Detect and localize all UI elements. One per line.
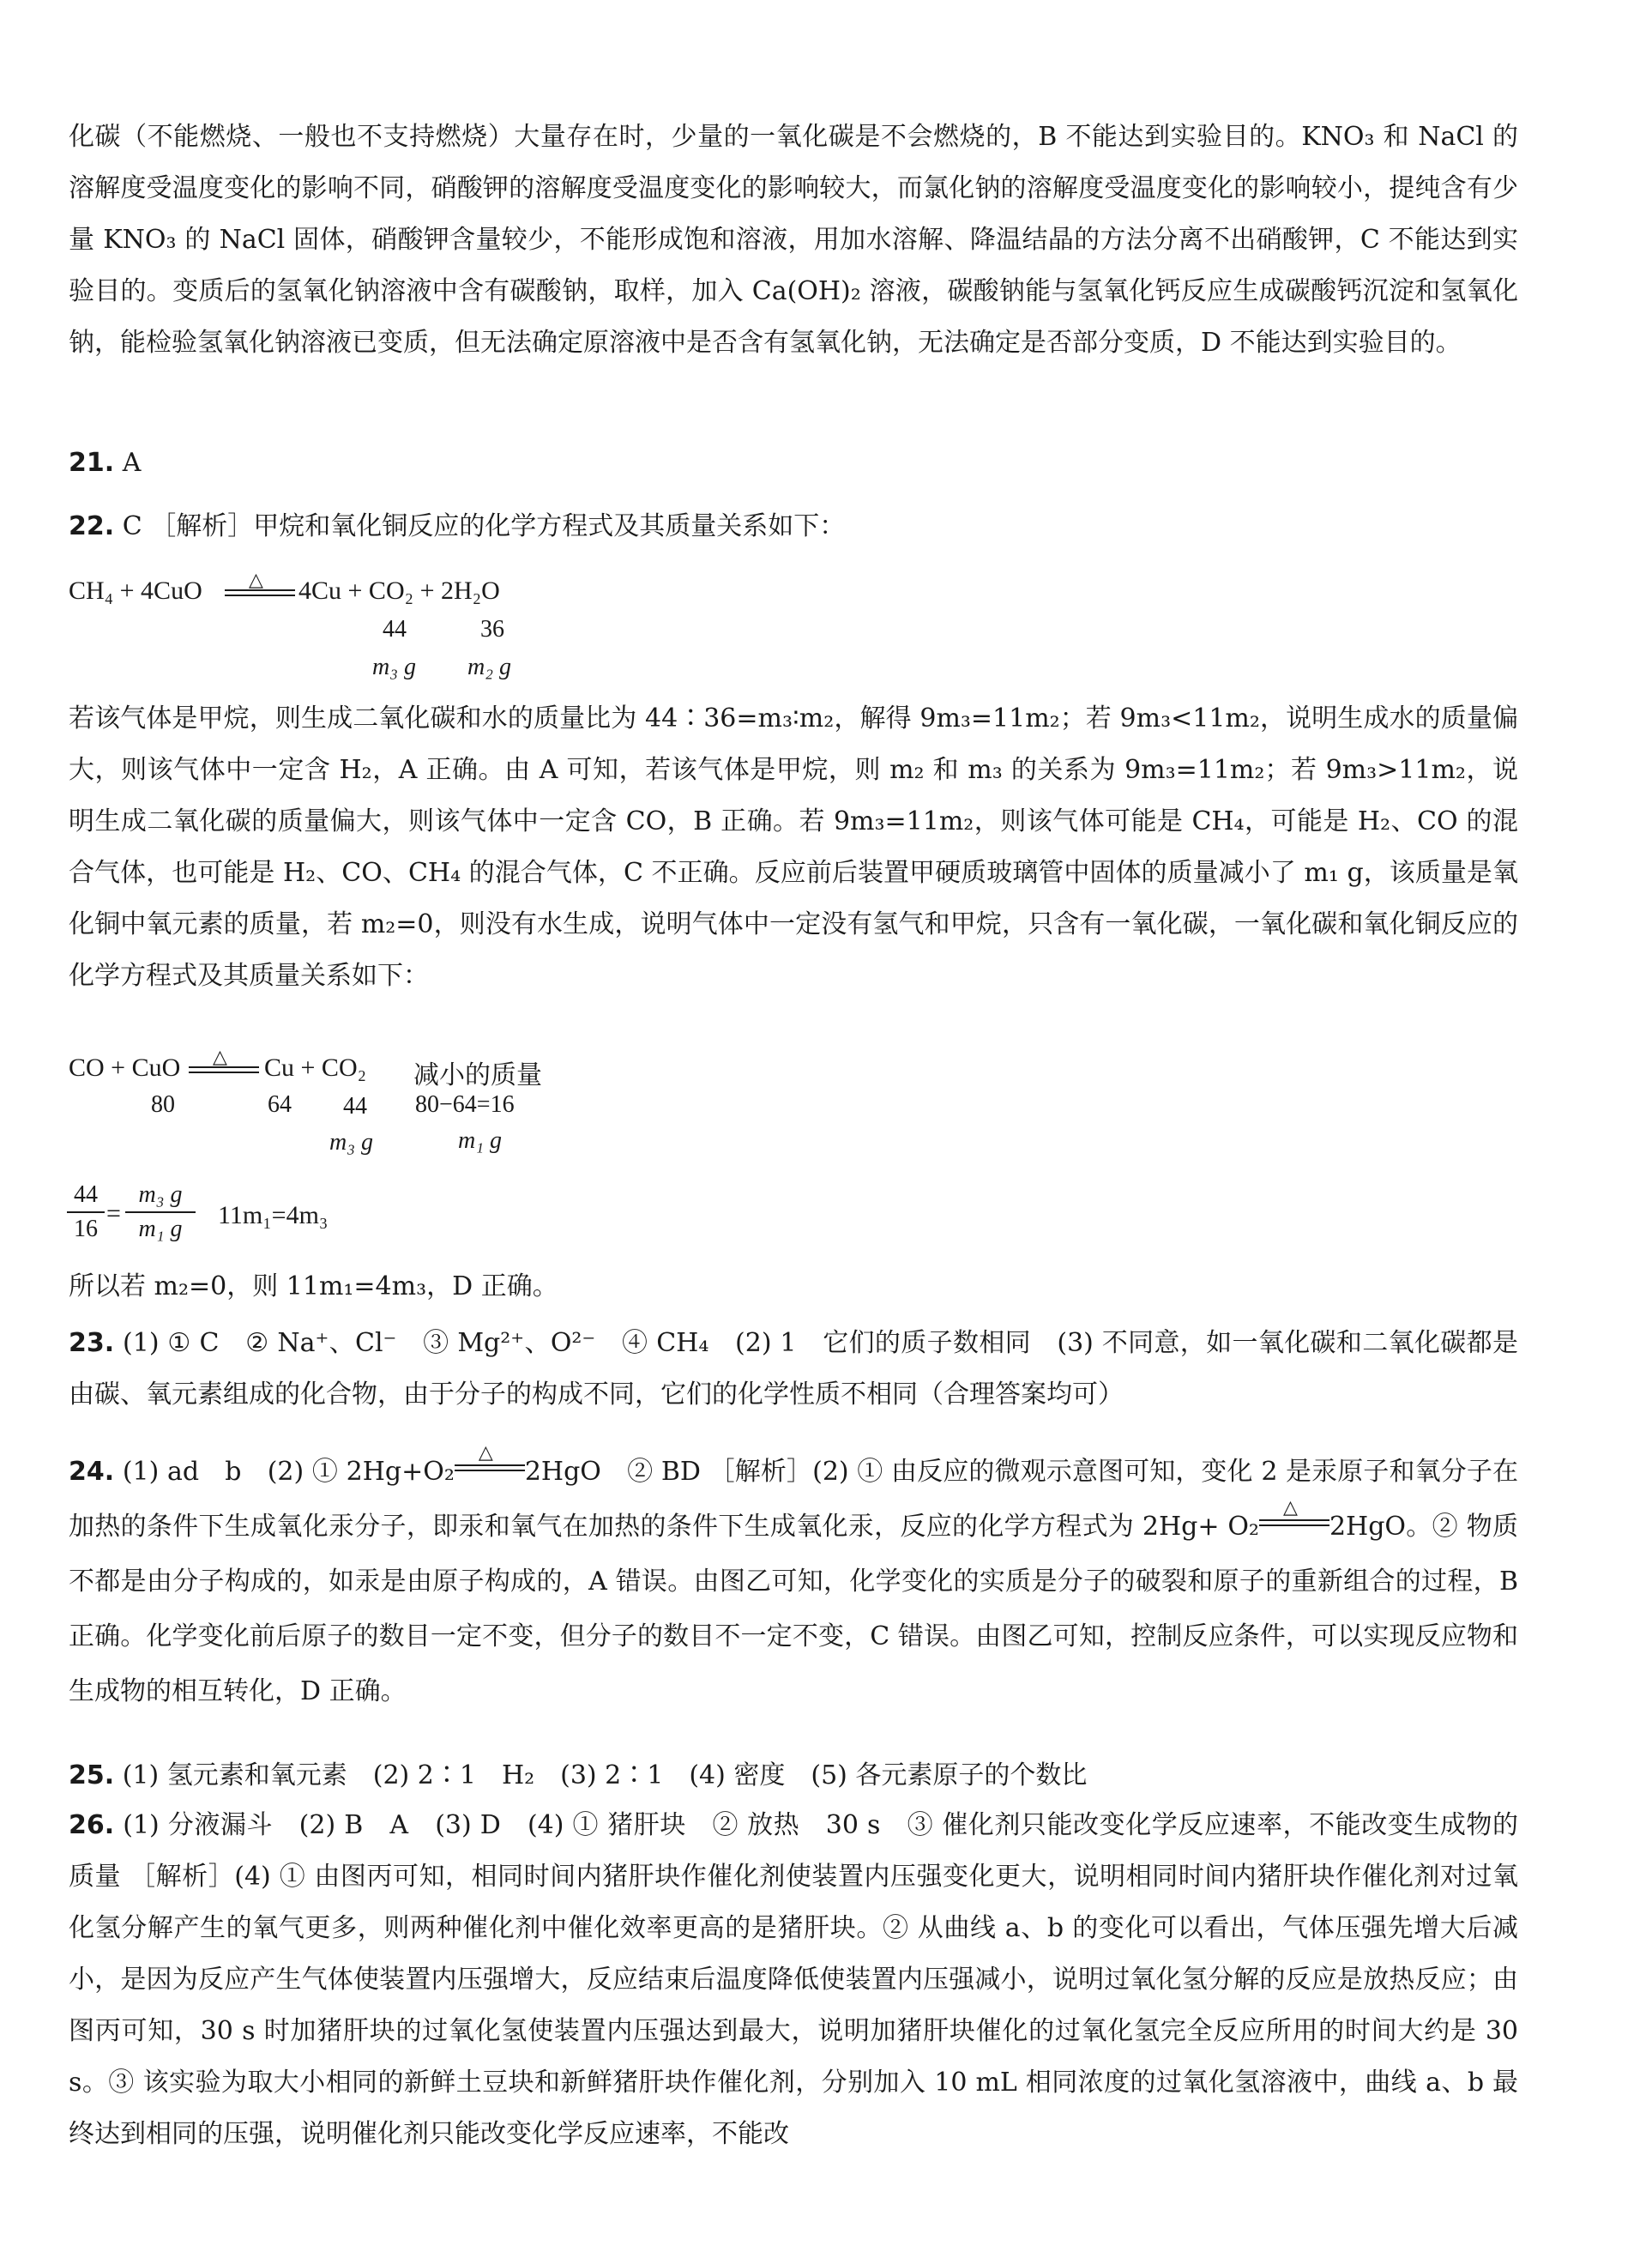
answer-text: (1) 氢元素和氧元素 (2) 2∶1 H₂ (3) 2∶1 (4) 密度 (5) 各元素原子的个数比 <box>122 1760 1088 1790</box>
answer-text: (1) ① C ② Na⁺、Cl⁻ ③ Mg²⁺、O²⁻ ④ CH₄ (2) 1 它们的质子数相同 (3) 不同意，如一氧化碳和二氧化碳都是由碳、氧元素组成的化合物，由于分子的构成不同，它们的化学性质不相同（合理答案均可） <box>69 1328 1518 1410</box>
products: 4Cu + CO₂ + 2H₂O <box>298 577 500 605</box>
analysis-o2: O₂ <box>1227 1512 1259 1542</box>
question-number: 23. <box>69 1328 115 1358</box>
analysis-tag: ［解析］ <box>150 511 254 541</box>
question-25 <box>69 1754 1087 1791</box>
paragraph-q22-analysis: 若该气体是甲烷，则生成二氧化碳和水的质量比为 44∶36=m₃∶m₂，解得 9m₃=11m₂；若 9m₃<11m₂，说明生成水的质量偏大，则该气体中一定含 H₂，A 正确。由 A 可知，若该气体是甲烷，则 m₂ 和 m₃ 的关系为 9m₃=11m₂；若 9m₃>11m₂，说明生成二氧化碳的质量偏大，则该气体中一定含 CO，B 正确。若 9m₃=11m₂，则该气体可能是 CH₄，可能是 H₂、CO 的混合气体，也可能是 H₂、CO、CH₄ 的混合气体，C 不正确。反应前后装置甲硬质玻璃管中固体的质量减小了 m₁ g，该质量是氧化铜中氧元素的质量，若 m₂=0，则没有水生成，说明气体中一定没有氢气和甲烷，只含有一氧化碳，一氧化碳和氧化铜反应的化学方程式及其质量关系如下： <box>69 703 1519 991</box>
mass-difference: 80−64=16 <box>415 1091 515 1118</box>
mass-h2o: 36 <box>480 616 504 643</box>
numerator: 44 <box>67 1179 105 1213</box>
heat-triangle-icon: △ <box>249 570 263 591</box>
answer-text: A <box>122 448 142 478</box>
question-number: 26. <box>69 1810 115 1840</box>
answer-part-2: 2HgO ② BD <box>524 1457 701 1487</box>
question-21 <box>69 448 141 478</box>
heating-condition <box>455 1442 525 1482</box>
analysis-text: (4) ① 由图丙可知，相同时间内猪肝块作催化剂使装置内压强变化更大，说明相同时间内猪肝块作催化剂对过氧化氢分解产生的氧气更多，则两种催化剂中催化效率更高的是猪肝块。② 从曲线 a、b 的变化可以看出，气体压强先增大后减小，是因为反应产生气体使装置内压强增大，反应结束后温度降低使装置内压强减小，说明过氧化氢分解的反应是放热反应；由图丙可知，30 s 时加猪肝块的过氧化氢使装置内压强达到最大，说明加猪肝块催化的过氧化氢完全反应所用的时间大约是 30 s。③ 该实验为取大小相同的新鲜土豆块和新鲜猪肝块作催化剂，分别加入 10 mL 相同浓度的过氧化氢溶液中，曲线 a、b 最终达到相同的压强，说明催化剂只能改变化学反应速率，不能改 <box>69 1862 1519 2149</box>
paragraph-q20-continuation: 化碳（不能燃烧、一般也不支持燃烧）大量存在时，少量的一氧化碳是不会燃烧的，B 不能达到实验目的。KNO₃ 和 NaCl 的溶解度受温度变化的影响不同，硝酸钾的溶解度受温度变化的影响较大，而氯化钠的溶解度受温度变化的影响较小，提纯含有少量 KNO₃ 的 NaCl 固体，硝酸钾含量较少，不能形成饱和溶液，用加水溶解、降温结晶的方法分离不出硝酸钾，C 不能达到实验目的。变质后的氢氧化钠溶液中含有碳酸钠，取样，加入 Ca(OH)₂ 溶液，碳酸钠能与氢氧化钙反应生成碳酸钙沉淀和氢氧化钠，能检验氢氧化钠溶液已变质，但无法确定原溶液中是否含有氢氧化钠，无法确定是否部分变质，D 不能达到实验目的。 <box>69 122 1518 358</box>
question-24 <box>69 1442 1519 1719</box>
paragraph-q22-conclusion: 所以若 m₂=0，则 11m₁=4m₃，D 正确。 <box>69 1271 558 1301</box>
analysis-part-2: 2HgO。② 物质不都是由分子构成的，如汞是由原子构成的，A 错误。由图乙可知，化学变化的实质是分子的破裂和原子的重新组合的过程，B 正确。化学变化前后原子的数目一定不变，但分子的数目不一定不变，C 错误。由图乙可知，控制反应条件，可以实现反应物和生成物的相互转化，D 正确。 <box>69 1512 1519 1706</box>
reactants: CH₄ + 4CuO <box>69 577 202 605</box>
question-23 <box>69 1318 1518 1421</box>
reactants: CO + CuO <box>69 1054 181 1082</box>
ratio-result: 11m₁=4m₃ <box>218 1201 329 1229</box>
fraction-44-16 <box>67 1179 105 1246</box>
heating-condition <box>225 571 295 597</box>
unknown-co2: m₃ g <box>329 1129 373 1156</box>
heating-condition <box>1259 1497 1329 1537</box>
question-number: 24. <box>69 1457 115 1487</box>
products: Cu + CO₂ <box>264 1054 367 1082</box>
mass-cu: 64 <box>268 1091 292 1118</box>
answer-text: (1) 分液漏斗 (2) B A (3) D (4) ① 猪肝块 ② 放热 30 s ③ 催化剂只能改变化学反应速率，不能改变生成物的质量 <box>69 1810 1518 1892</box>
denominator: m₁ g <box>138 1216 183 1242</box>
analysis-tag: ［解析］ <box>130 1862 235 1892</box>
question-26 <box>69 1800 1518 2160</box>
mass-cuo: 80 <box>151 1091 175 1118</box>
unknown-diff: m₁ g <box>458 1127 502 1154</box>
question-number: 21. <box>69 448 115 478</box>
heat-triangle-icon: △ <box>213 1047 227 1068</box>
question-number: 22. <box>69 511 115 541</box>
answer-choice: C <box>122 511 142 541</box>
denominator: 16 <box>74 1216 98 1242</box>
unknown-co2: m₃ g <box>372 654 416 680</box>
document-page: 化碳（不能燃烧、一般也不支持燃烧）大量存在时，少量的一氧化碳是不会燃烧的，B 不能达到实验目的。KNO₃ 和 NaCl 的溶解度受温度变化的影响不同，硝酸钾的溶解度受温度变化的影响较大，而氯化钠的溶解度受温度变化的影响较小，提纯含有少量 KNO₃ 的 NaCl 固体，硝酸钾含量较少，不能形成饱和溶液，用加水溶解、降温结晶的方法分离不出硝酸钾，C 不能达到实验目的。变质后的氢氧化钠溶液中含有碳酸钠，取样，加入 Ca(OH)₂ 溶液，碳酸钠能与氢氧化钙反应生成碳酸钙沉淀和氢氧化钠，能检验氢氧化钠溶液已变质，但无法确定原溶液中是否含有氢氧化钠，无法确定是否部分变质，D 不能达到实验目的。 21. A 22. C ［解析］甲烷和氧化铜反应的化学方程式及其质量关系如下： CH₄ + 4CuO △ 4Cu + CO₂ + 2H₂O 44 36 m₃ g m₂ g 若该气体是甲烷，则生成二氧化碳和水的质量比为 44∶36=m₃∶m₂，解得 9m₃=11m₂；若 9m₃<11m₂，说明生成水的质量偏大，则该气体中一定含 H₂，A 正确。由 A 可知，若该气体是甲烷，则 m₂ 和 m₃ 的关系为 9m₃=11m₂；若 9m₃>11m₂，说明生成二氧化碳的质量偏大，则该气体中一定含 CO，B 正确。若 9m₃=11m₂，则该气体可能是 CH₄，可能是 H₂、CO 的混合气体，也可能是 H₂、CO、CH₄ 的混合气体，C 不正确。反应前后装置甲硬质玻璃管中固体的质量减小了 m₁ g，该质量是氧化铜中氧元素的质量，若 m₂=0，则没有水生成，说明气体中一定没有氢气和甲烷，只含有一氧化碳，一氧化碳和氧化铜反应的化学方程式及其质量关系如下： CO + CuO △ Cu + CO₂ 减小的质量 80 64 44 80−64=16 m₃ g m₁ g $\frac{44}{16}$ = $\frac{\text{m₃ g}}{\text{m₁ g}}$ 11m₁=4m₃ 所以若 m₂=0，则 11m₁=4m₃，D 正确。 23. (1) ① C ② Na⁺、Cl⁻ ③ Mg²⁺、O²⁻ ④ CH₄ (2) 1 它们的质子数相同 (3) 不同意，如一氧化碳和二氧化碳都是由碳、氧元素组成的化合物，由于分子的构成不同，它们的化学性质不相同（合理答案均可） 24. (1) ad b (2) ① 2Hg+O₂ △ 2HgO ② BD ［解析］(2) ① 由反应的微观示意图可知，变化 2 是汞原子和氧分子在加热的条件下生成氧化汞分子，即汞和氧气在加热的条件下生成氧化汞，反应的化学方程式为 2Hg+ O₂ △ 2HgO。② 物质不都是由分子构成的，如汞是由原子构成的，A 错误。由图乙可知，化学变化的实质是分子的破裂和原子的重新组合的过程，B 正确。化学变化前后原子的数目一定不变，但分子的数目不一定不变，C 错误。由图乙可知，控制反应条件，可以实现反应物和生成物的相互转化，D 正确。 25. (1) 氢元素和氧元素 (2) 2∶1 H₂ (3) 2∶1 (4) 密度 (5) 各元素原子的个数比 26. (1) 分液漏斗 (2) B A (3) D (4) ① 猪肝块 ② 放热 30 s ③ 催化剂只能改变化学反应速率，不能改变生成物的质量 ［解析］(4) ① 由图丙可知，相同时间内猪肝块作催化剂使装置内压强变化更大，说明相同时间内猪肝块作催化剂对过氧化氢分解产生的氧气更多，则两种催化剂中催化效率更高的是猪肝块。② 从曲线 a、b 的变化可以看出，气体压强先增大后减小，是因为反应产生气体使装置内压强增大，反应结束后温度降低使装置内压强减小，说明过氧化氢分解的反应是放热反应；由图丙可知，30 s 时加猪肝块的过氧化氢使装置内压强达到最大，说明加猪肝块催化的过氧化氢完全反应所用的时间大约是 30 s。③ 该实验为取大小相同的新鲜土豆块和新鲜猪肝块作催化剂，分别加入 10 mL 相同浓度的过氧化氢溶液中，曲线 a、b 最终达到相同的压强，说明催化剂只能改变化学反应速率，不能改 <box>0 0 1652 2264</box>
analysis-part-1: (2) ① 由反应的微观示意图可知，变化 2 是汞原子和氧分子在加热的条件下生成氧化汞分子，即汞和氧气在加热的条件下生成氧化汞，反应的化学方程式为 2Hg+ <box>69 1457 1518 1542</box>
mass-co2: 44 <box>343 1093 367 1120</box>
analysis-tag: ［解析］ <box>708 1457 813 1487</box>
mass-co2: 44 <box>383 616 407 643</box>
heat-triangle-icon: △ <box>1282 1497 1298 1518</box>
mass-decrease-label: 减小的质量 <box>413 1061 542 1090</box>
numerator: m₃ g <box>125 1179 196 1213</box>
question-number: 25. <box>69 1760 115 1790</box>
heating-condition <box>189 1048 259 1074</box>
question-22 <box>69 504 845 542</box>
heat-triangle-icon: △ <box>478 1442 493 1464</box>
unknown-h2o: m₂ g <box>467 654 511 680</box>
answer-part-1: (1) ad b (2) ① 2Hg+O₂ <box>122 1457 455 1487</box>
fraction-m3-m1 <box>125 1179 196 1246</box>
analysis-intro: 甲烷和氧化铜反应的化学方程式及其质量关系如下： <box>253 511 846 541</box>
